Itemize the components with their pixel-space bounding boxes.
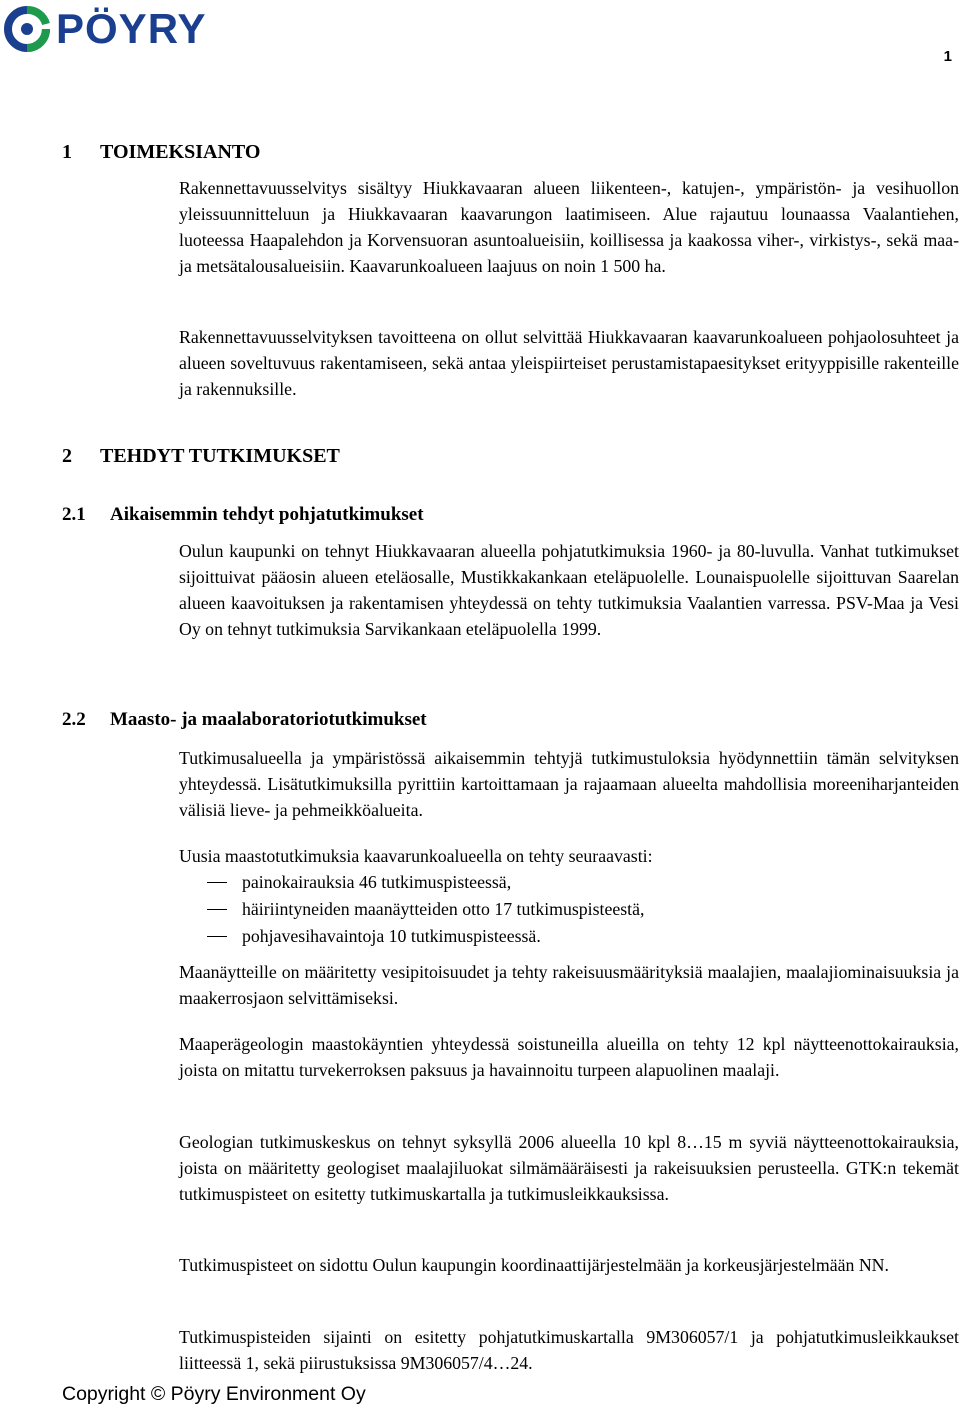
footer-copyright: Copyright © Pöyry Environment Oy [62, 1383, 366, 1405]
page-number: 1 [943, 48, 952, 65]
section-2-heading [62, 443, 340, 469]
list-item: painokairauksia 46 tutkimuspisteessä, [179, 869, 959, 896]
list-intro: Uusia maastotutkimuksia kaavarunkoalueella on tehty seuraavasti: [179, 846, 653, 866]
survey-list [179, 869, 959, 950]
paragraph: Tutkimuspisteiden sijainti on esitetty pohjatutkimuskartalla 9M306057/1 ja pohjatutkimusleikkaukset liitteessä 1, sekä piirustuksissa 9M306057/4…24. [179, 1327, 959, 1373]
paragraph: Tutkimuspisteet on sidottu Oulun kaupungin koordinaattijärjestelmään ja korkeusjärjestelmään NN. [179, 1255, 889, 1275]
section-number: 2 [62, 445, 72, 467]
paragraph: Maanäytteille on määritetty vesipitoisuudet ja tehty rakeisuusmäärityksiä maalajien, maalajiominaisuuksia ja maakerrosjaon selvittämiseksi. [179, 962, 959, 1008]
section-number: 2.2 [62, 709, 86, 730]
dash-bullet-icon [207, 936, 227, 937]
section-title: Maasto- ja maalaboratoriotutkimukset [110, 709, 427, 730]
paragraph: Oulun kaupunki on tehnyt Hiukkavaaran alueella pohjatutkimuksia 1960- ja 80-luvulla. Vanhat tutkimukset sijoittuivat pääosin alueen eteläosalle, Mustikkakankaan eteläpuolelle. Lounaispuolelle sijoittuvan Saarelan alueen kaavoituksen ja rakentamisen yhteydessä on tehty tutkimuksia Vaalantien varressa. PSV-Maa ja Vesi Oy on tehnyt tutkimuksia Sarvikankaan eteläpuolella 1999. [179, 541, 959, 639]
dash-bullet-icon [207, 909, 227, 910]
section-1-heading [62, 139, 260, 165]
paragraph: Geologian tutkimuskeskus on tehnyt syksyllä 2006 alueella 10 kpl 8…15 m syviä näytteenottokairauksia, joista on määritetty geologiset maalajiluokat silmämääräisesti ja rakeisuuksien perusteella. GTK:n tekemät tutkimuspisteet on esitetty tutkimuskartalla ja tutkimusleikkauksissa. [179, 1132, 959, 1204]
company-logo [4, 4, 206, 54]
section-title: TEHDYT TUTKIMUKSET [100, 445, 340, 467]
poyry-emblem-icon [4, 6, 50, 52]
logo-text: PÖYRY [56, 5, 207, 52]
paragraph: Tutkimusalueella ja ympäristössä aikaisemmin tehtyjä tutkimustuloksia hyödynnettiin tämän selvityksen yhteydessä. Lisätutkimuksilla pyrittiin kartoittamaan ja rajaamaan alueelta mahdollisia moreeniharjanteiden välisiä lieve- ja pehmeikköalueita. [179, 748, 959, 820]
section-2-2-heading [62, 707, 427, 733]
list-item: pohjavesihavaintoja 10 tutkimuspisteessä. [179, 923, 959, 950]
section-2-1-heading [62, 502, 424, 528]
section-title: TOIMEKSIANTO [100, 141, 261, 163]
paragraph: Rakennettavuusselvityksen tavoitteena on ollut selvittää Hiukkavaaran kaavarunkoalueen pohjaolosuhteet ja alueen soveltuvuus rakentamiseen, sekä antaa yleispiirteiset perustamistapaesitykset erityyppisille rakenteille ja rakennuksille. [179, 327, 959, 399]
paragraph: Maaperägeologin maastokäyntien yhteydessä soistuneilla alueilla on tehty 12 kpl näytteenottokairauksia, joista on mitattu turvekerroksen paksuus ja havainnoitu turpeen alapuolinen maalaji. [179, 1034, 959, 1080]
section-number: 1 [62, 141, 72, 163]
section-title: Aikaisemmin tehdyt pohjatutkimukset [110, 504, 424, 525]
list-item: häiriintyneiden maanäytteiden otto 17 tutkimuspisteestä, [179, 896, 959, 923]
dash-bullet-icon [207, 882, 227, 883]
paragraph: Rakennettavuusselvitys sisältyy Hiukkavaaran alueen liikenteen-, katujen-, ympäristön- ja vesihuollon yleissuunnitteluun ja Hiukkavaaran kaavarungon laatimiseen. Alue rajautuu lounaassa Vaalantiehen, luoteessa Haapalehdon ja Korvensuoran asuntoalueisiin, koillisessa ja kaakossa viher-, virkistys-, sekä maa- ja metsätalousalueisiin. Kaavarunkoalueen laajuus on noin 1 500 ha. [179, 178, 959, 276]
section-number: 2.1 [62, 504, 86, 525]
